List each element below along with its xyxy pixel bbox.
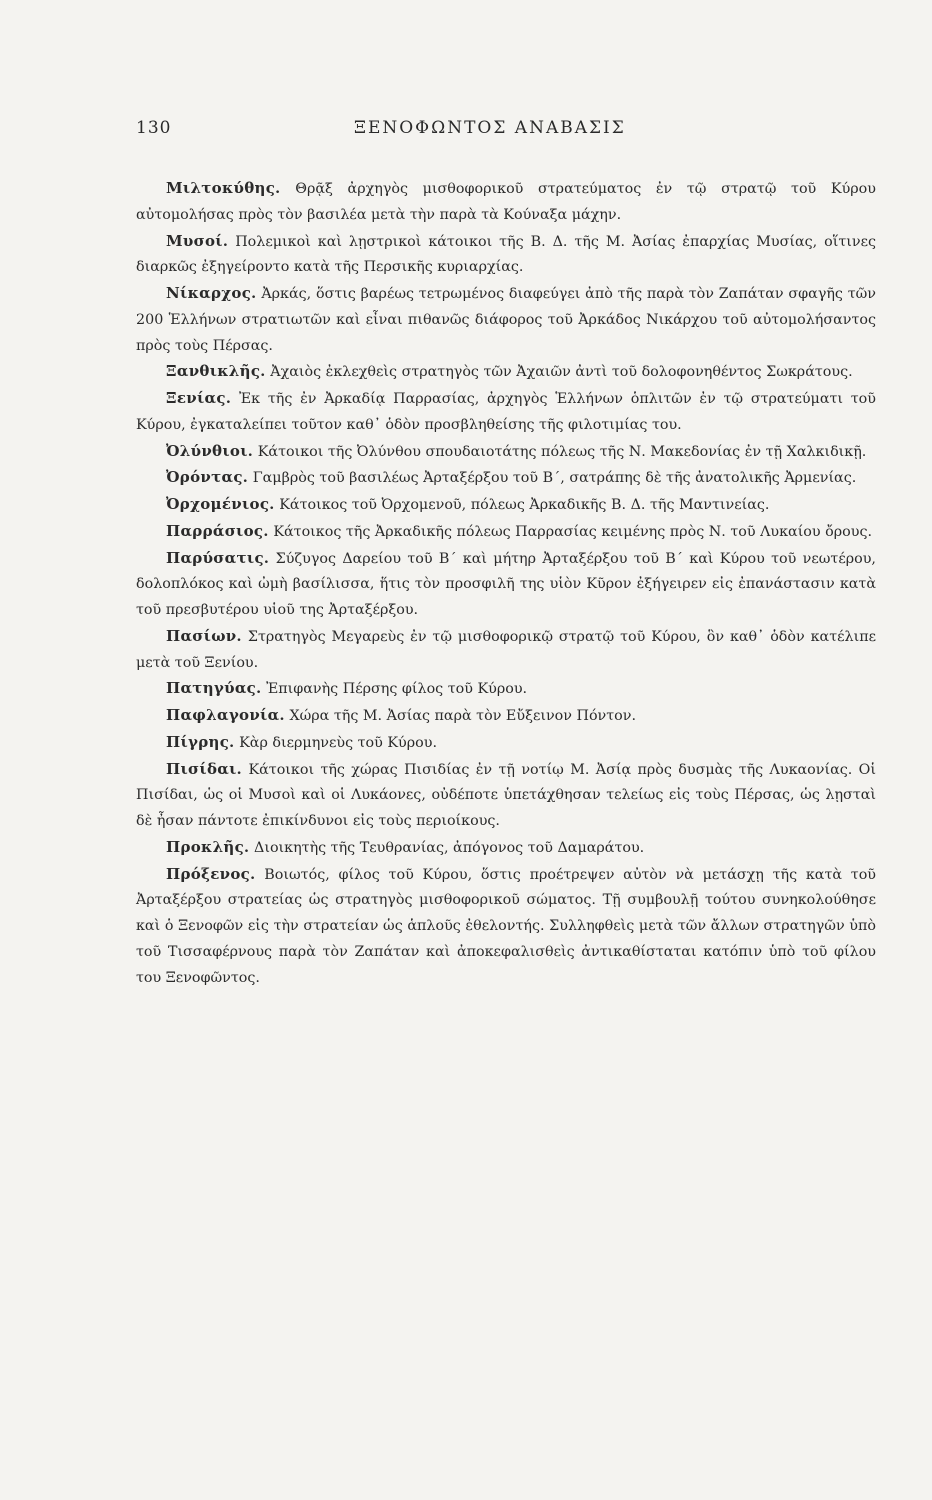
- glossary-entry: Πρόξενος. Βοιωτός, φίλος τοῦ Κύρου, ὅστις προέτρεψεν αὐτὸν νὰ μετάσχῃ τῆς κατὰ τοῦ Ἀρταξέρξου στρατείας ὡς στρατηγὸς μισθοφορικοῦ σώματος. Τῇ συμβουλῇ τούτου συνηκολούθησε καὶ ὁ Ξενοφῶν εἰς τὴν στρατείαν ὡς ἁπλοῦς ἐθελοντής. Συλληφθεὶς μετὰ τῶν ἄλλων στρατηγῶν ὑπὸ τοῦ Τισσαφέρνους παρὰ τὸν Ζαπάταν καὶ ἀποκεφαλισθεὶς ἀντικαθίσταται κατόπιν ὑπὸ τοῦ φίλου του Ξενοφῶντος.: [136, 864, 876, 986]
- entry-definition: Βοιωτός, φίλος τοῦ Κύρου, ὅστις προέτρεψεν αὐτὸν νὰ μετάσχῃ τῆς κατὰ τοῦ Ἀρταξέρξου στρατείας ὡς στρατηγὸς μισθοφορικοῦ σώματος. Τῇ συμβουλῇ τούτου συνηκολούθησε καὶ ὁ Ξενοφῶν εἰς τὴν στρατείαν ὡς ἁπλοῦς ἐθελοντής. Συλληφθεὶς μετὰ τῶν ἄλλων στρατηγῶν ὑπὸ τοῦ Τισσαφέρνους παρὰ τὸν Ζαπάταν καὶ ἀποκεφαλισθεὶς ἀντικαθίσταται κατόπιν ὑπὸ τοῦ φίλου του Ξενοφῶντος.: [136, 866, 876, 986]
- entry-term: Παφλαγονία: [166, 706, 280, 724]
- entry-definition: Κὰρ διερμηνεὺς τοῦ Κύρου.: [239, 734, 437, 751]
- running-title: ΞΕΝΟΦΩΝΤΟΣ ΑΝΑΒΑΣΙΣ: [354, 118, 626, 138]
- entry-term: Παρύσατις: [166, 548, 264, 567]
- entry-definition: Ἀρκάς, ὅστις βαρέως τετρωμένος διαφεύγει ἀπὸ τῆς παρὰ τὸν Ζαπάταν σφαγῆς τῶν 200 Ἑλλήνων στρατιωτῶν καὶ εἶναι πιθανῶς διάφορος τοῦ Ἀρκάδος Νικάρχου τοῦ αὐτομολήσαντος πρὸς τοὺς Πέρσας.: [136, 286, 876, 354]
- glossary-entry: Ὀρόντας. Γαμβρὸς τοῦ βασιλέως Ἀρταξέρξου τοῦ Β΄, σατράπης δὲ τῆς ἀνατολικῆς Ἀρμενίας.: [166, 468, 857, 487]
- entry-definition: Χώρα τῆς Μ. Ἀσίας παρὰ τὸν Εὔξεινον Πόντον.: [289, 708, 637, 724]
- entry-definition: Ἀχαιὸς ἐκλεχθεὶς στρατηγὸς τῶν Ἀχαιῶν ἀντὶ τοῦ δολοφονηθέντος Σωκράτους.: [270, 364, 853, 381]
- entry-term: Ὀλύνθιοι: [166, 441, 248, 460]
- entry-definition: Ἐπιφανὴς Πέρσης φίλος τοῦ Κύρου.: [266, 681, 528, 698]
- page-number: 130: [136, 118, 172, 138]
- entry-term: Μιλτοκύθης: [166, 179, 276, 197]
- glossary-entry: Ὀρχομένιος. Κάτοικος τοῦ Ὀρχομενοῦ, πόλεως Ἀρκαδικῆς Β. Δ. τῆς Μαντινείας.: [166, 495, 770, 513]
- entry-definition: Στρατηγὸς Μεγαρεὺς ἐν τῷ μισθοφορικῷ στρατῷ τοῦ Κύρου, ὃν καθ᾽ ὁδὸν κατέλιπε μετὰ τοῦ Ξενίου.: [136, 628, 876, 671]
- glossary-entry: Παρράσιος. Κάτοικος τῆς Ἀρκαδικῆς πόλεως Παρρασίας κειμένης πρὸς Ν. τοῦ Λυκαίου ὄρους.: [166, 521, 873, 540]
- glossary-entry: Ξανθικλῆς. Ἀχαιὸς ἐκλεχθεὶς στρατηγὸς τῶν Ἀχαιῶν ἀντὶ τοῦ δολοφονηθέντος Σωκράτους.: [166, 362, 853, 381]
- entry-term: Πατηγύας: [166, 679, 257, 698]
- glossary-entry: Πίγρης. Κὰρ διερμηνεὺς τοῦ Κύρου.: [166, 732, 437, 751]
- glossary-entry: Παρύσατις. Σύζυγος Δαρείου τοῦ Β΄ καὶ μήτηρ Ἀρταξέρξου τοῦ Β΄ καὶ Κύρου τοῦ νεωτέρου, δολοπλόκος καὶ ὠμὴ βασίλισσα, ἥτις τὸν προσφιλῆ της υἱὸν Κῦρον ἐξήγειρεν εἰς ἐπανάστασιν κατὰ τοῦ πρεσβυτέρου υἱοῦ της Ἀρταξέρξου.: [136, 548, 876, 618]
- entry-definition: Θρᾷξ ἀρχηγὸς μισθοφορικοῦ στρατεύματος ἐν τῷ στρατῷ τοῦ Κύρου αὐτομολήσας πρὸς τὸν βασιλέα μετὰ τὴν παρὰ τὰ Κούναξα μάχην.: [136, 181, 876, 223]
- glossary-entry: Ξενίας. Ἐκ τῆς ἐν Ἀρκαδίᾳ Παρρασίας, ἀρχηγὸς Ἑλλήνων ὁπλιτῶν ἐν τῷ στρατεύματι τοῦ Κύρου, ἐγκαταλείπει τοῦτον καθ᾽ ὁδὸν προσβληθείσης τῆς φιλοτιμίας του.: [136, 389, 876, 433]
- entry-term: Ξανθικλῆς: [166, 362, 261, 381]
- entry-term: Πασίων: [166, 626, 237, 645]
- glossary-entry: Μυσοί. Πολεμικοὶ καὶ λῃστρικοὶ κάτοικοι τῆς Β. Δ. τῆς Μ. Ἀσίας ἐπαρχίας Μυσίας, οἵτινες διαρκῶς ἐξηγείροντο κατὰ τῆς Περσικῆς κυριαρχίας.: [136, 231, 876, 276]
- entry-term: Νίκαρχος: [166, 284, 252, 302]
- page-header: [136, 118, 876, 142]
- entry-term: Πίγρης: [166, 732, 230, 751]
- entry-definition: Γαμβρὸς τοῦ βασιλέως Ἀρταξέρξου τοῦ Β΄, σατράπης δὲ τῆς ἀνατολικῆς Ἀρμενίας.: [252, 470, 857, 487]
- entry-term: Προκλῆς: [166, 837, 245, 856]
- entry-definition: Διοικητὴς τῆς Τευθρανίας, ἀπόγονος τοῦ Δαμαράτου.: [254, 839, 645, 856]
- glossary-entry: Προκλῆς. Διοικητὴς τῆς Τευθρανίας, ἀπόγονος τοῦ Δαμαράτου.: [166, 837, 645, 856]
- entry-term: Πρόξενος: [166, 864, 251, 883]
- glossary-entry: Ὀλύνθιοι. Κάτοικοι τῆς Ὀλύνθου σπουδαιοτάτης πόλεως τῆς Ν. Μακεδονίας ἐν τῇ Χαλκιδικῇ.: [166, 441, 867, 460]
- glossary-entry: Πισίδαι. Κάτοικοι τῆς χώρας Πισιδίας ἐν τῇ νοτίῳ Μ. Ἀσίᾳ πρὸς δυσμὰς τῆς Λυκαονίας. Οἱ Πισίδαι, ὡς οἱ Μυσοὶ καὶ οἱ Λυκάονες, οὐδέποτε ὑπετάχθησαν τελείως εἰς τοὺς Πέρσας, ὡς λῃσταὶ δὲ ἦσαν πάντοτε ἐπικίνδυνοι εἰς τοὺς περιοίκους.: [136, 759, 876, 829]
- entry-definition: Κάτοικοι τῆς Ὀλύνθου σπουδαιοτάτης πόλεως τῆς Ν. Μακεδονίας ἐν τῇ Χαλκιδικῇ.: [257, 443, 867, 460]
- entry-definition: Ἐκ τῆς ἐν Ἀρκαδίᾳ Παρρασίας, ἀρχηγὸς Ἑλλήνων ὁπλιτῶν ἐν τῷ στρατεύματι τοῦ Κύρου, ἐγκαταλείπει τοῦτον καθ᾽ ὁδὸν προσβληθείσης τῆς φιλοτιμίας του.: [136, 391, 876, 433]
- entry-definition: Πολεμικοὶ καὶ λῃστρικοὶ κάτοικοι τῆς Β. Δ. τῆς Μ. Ἀσίας ἐπαρχίας Μυσίας, οἵτινες διαρκῶς ἐξηγείροντο κατὰ τῆς Περσικῆς κυριαρχίας.: [136, 233, 876, 276]
- entry-term: Ὀρόντας: [166, 468, 243, 487]
- entry-definition: Κάτοικοι τῆς χώρας Πισιδίας ἐν τῇ νοτίῳ Μ. Ἀσίᾳ πρὸς δυσμὰς τῆς Λυκαονίας. Οἱ Πισίδαι, ὡς οἱ Μυσοὶ καὶ οἱ Λυκάονες, οὐδέποτε ὑπετάχθησαν τελείως εἰς τοὺς Πέρσας, ὡς λῃσταὶ δὲ ἦσαν πάντοτε ἐπικίνδυνοι εἰς τοὺς περιοίκους.: [136, 761, 876, 829]
- entry-definition: Κάτοικος τοῦ Ὀρχομενοῦ, πόλεως Ἀρκαδικῆς Β. Δ. τῆς Μαντινείας.: [279, 497, 770, 513]
- glossary-entry: Νίκαρχος. Ἀρκάς, ὅστις βαρέως τετρωμένος διαφεύγει ἀπὸ τῆς παρὰ τὸν Ζαπάταν σφαγῆς τῶν 200 Ἑλλήνων στρατιωτῶν καὶ εἶναι πιθανῶς διάφορος τοῦ Ἀρκάδος Νικάρχου τοῦ αὐτομολήσαντος πρὸς τοὺς Πέρσας.: [136, 284, 876, 354]
- entry-definition: Κάτοικος τῆς Ἀρκαδικῆς πόλεως Παρρασίας κειμένης πρὸς Ν. τοῦ Λυκαίου ὄρους.: [273, 523, 873, 540]
- entry-term: Πισίδαι: [166, 759, 237, 778]
- glossary-entry: Παφλαγονία. Χώρα τῆς Μ. Ἀσίας παρὰ τὸν Εὔξεινον Πόντον.: [166, 706, 637, 724]
- entry-term: Παρράσιος: [166, 521, 264, 540]
- entry-term: Ὀρχομένιος: [166, 495, 270, 513]
- glossary-entry: Πατηγύας. Ἐπιφανὴς Πέρσης φίλος τοῦ Κύρου.: [166, 679, 528, 698]
- entry-definition: Σύζυγος Δαρείου τοῦ Β΄ καὶ μήτηρ Ἀρταξέρξου τοῦ Β΄ καὶ Κύρου τοῦ νεωτέρου, δολοπλόκος καὶ ὠμὴ βασίλισσα, ἥτις τὸν προσφιλῆ της υἱὸν Κῦρον ἐξήγειρεν εἰς ἐπανάστασιν κατὰ τοῦ πρεσβυτέρου υἱοῦ της Ἀρταξέρξου.: [136, 550, 876, 618]
- entry-term: Μυσοί: [166, 231, 223, 250]
- glossary-entry: Μιλτοκύθης. Θρᾷξ ἀρχηγὸς μισθοφορικοῦ στρατεύματος ἐν τῷ στρατῷ τοῦ Κύρου αὐτομολήσας πρὸς τὸν βασιλέα μετὰ τὴν παρὰ τὰ Κούναξα μάχην.: [136, 179, 876, 223]
- entry-term: Ξενίας: [166, 389, 226, 407]
- glossary-entries: [136, 176, 876, 991]
- glossary-entry: Πασίων. Στρατηγὸς Μεγαρεὺς ἐν τῷ μισθοφορικῷ στρατῷ τοῦ Κύρου, ὃν καθ᾽ ὁδὸν κατέλιπε μετὰ τοῦ Ξενίου.: [136, 626, 876, 671]
